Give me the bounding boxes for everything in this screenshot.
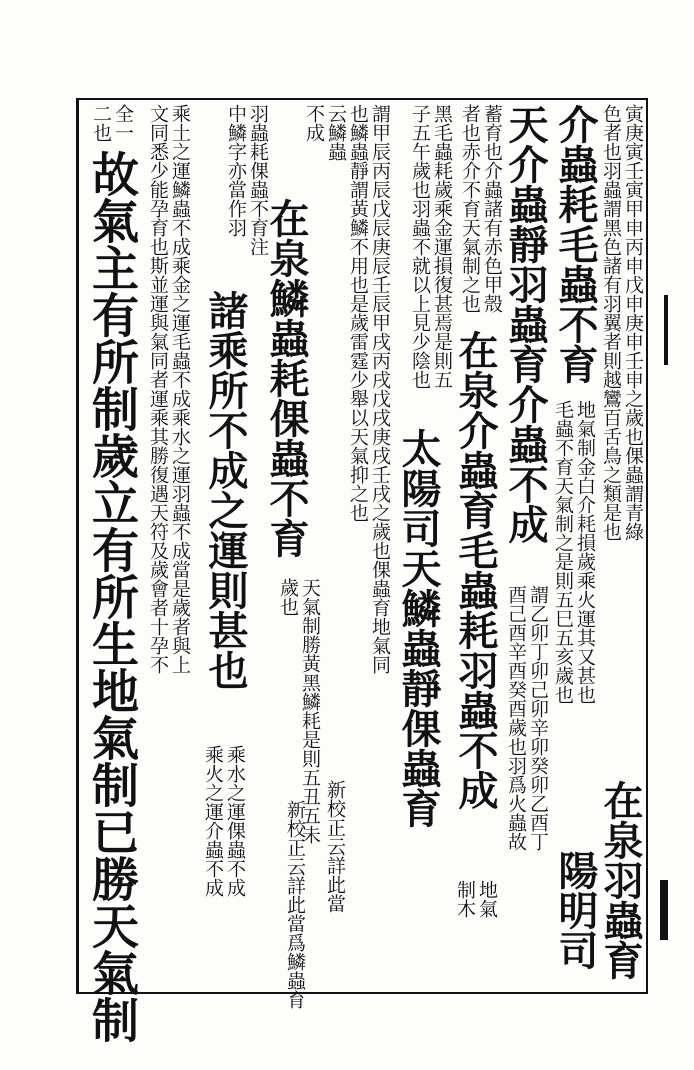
commentary-line: 二也 <box>90 104 112 142</box>
commentary-line: 云鱗蟲 <box>325 104 347 161</box>
commentary-line: 酉己酉辛酉癸酉歲也羽爲火蟲故 <box>505 585 527 851</box>
commentary-line: 謂甲辰丙辰戊辰庚辰壬辰甲戌丙戌戊戌庚戌壬戌之歲也倮蟲育地氣同 <box>369 104 391 674</box>
commentary-line: 羽蟲耗倮蟲不育注 <box>247 104 269 256</box>
commentary-line: 地氣 <box>476 880 498 918</box>
main-text-column: 故氣主有所制歲立有所生地氣制已勝天氣制 <box>84 150 139 1043</box>
commentary-line: 制木 <box>454 880 476 918</box>
commentary-line: 黑毛蟲耗歲乘金運損復甚焉是則五 <box>431 104 453 389</box>
commentary-line: 中鱗字亦當作羽 <box>225 104 247 237</box>
commentary-line: 歲也 <box>277 578 299 616</box>
commentary-line: 新校正云詳此當 <box>324 780 346 913</box>
commentary-line: 全一 <box>112 104 134 142</box>
main-text-column: 在泉羽蟲育 <box>597 780 644 980</box>
commentary-line: 也鱗蟲靜謂黃鱗不用也是歲雷霆少舉以天氣抑之也 <box>347 104 369 522</box>
margin-mark <box>664 295 668 365</box>
commentary-line: 乘火之運介蟲不成 <box>202 745 224 897</box>
commentary-line: 乘土之運鱗蟲不成乘金之運毛蟲不成乘水之運羽蟲不成當是歲者與上 <box>169 104 191 674</box>
commentary-line: 謂乙卯丁卯己卯辛卯癸卯乙酉丁 <box>527 585 549 851</box>
main-text-column: 介蟲耗毛蟲不育 <box>552 104 599 384</box>
commentary-line: 寅庚寅壬寅甲申丙申戊申庚申壬申之歲也倮蟲謂青綠 <box>622 104 644 541</box>
edge-mark <box>660 880 668 940</box>
main-text-column: 在泉介蟲育毛蟲耗羽蟲不成 <box>452 330 499 810</box>
commentary-line: 地氣制金白介耗損歲乘火運其又甚也 <box>574 400 596 704</box>
commentary-line: 新校正云詳此當爲鱗蟲育 <box>284 800 306 1009</box>
commentary-line: 蓄育也介蟲諸有赤色甲殼 <box>481 104 503 313</box>
main-text-column: 天介蟲靜羽蟲育介蟲不成 <box>502 104 549 544</box>
commentary-line: 乘水之運倮蟲不成 <box>224 745 246 897</box>
commentary-line: 毛蟲不育天氣制之是則五巳五亥歲也 <box>552 400 574 704</box>
commentary-line: 天氣制勝黃黑鱗耗是則五丑五未 <box>299 578 321 844</box>
main-text-column: 陽明司 <box>552 850 599 970</box>
main-text-column: 太陽司天鱗蟲靜倮蟲育 <box>395 428 442 828</box>
main-text-column: 諸乘所不成之運則甚也 <box>202 290 249 690</box>
commentary-line: 子五午歲也羽蟲不就以上見少陰也 <box>409 104 431 389</box>
commentary-line: 不成 <box>303 104 325 142</box>
main-text-column: 在泉鱗蟲耗倮蟲不育 <box>263 198 310 558</box>
commentary-line: 色者也羽蟲謂黑色諸有羽翼者則越鸞百舌鳥之類是也 <box>600 104 622 541</box>
commentary-line: 文同悉少能孕育也斯並運與氣同者運乘其勝復遇天符及歲會者十孕不 <box>147 104 169 674</box>
commentary-line: 者也赤介不育天氣制之也 <box>459 104 481 313</box>
